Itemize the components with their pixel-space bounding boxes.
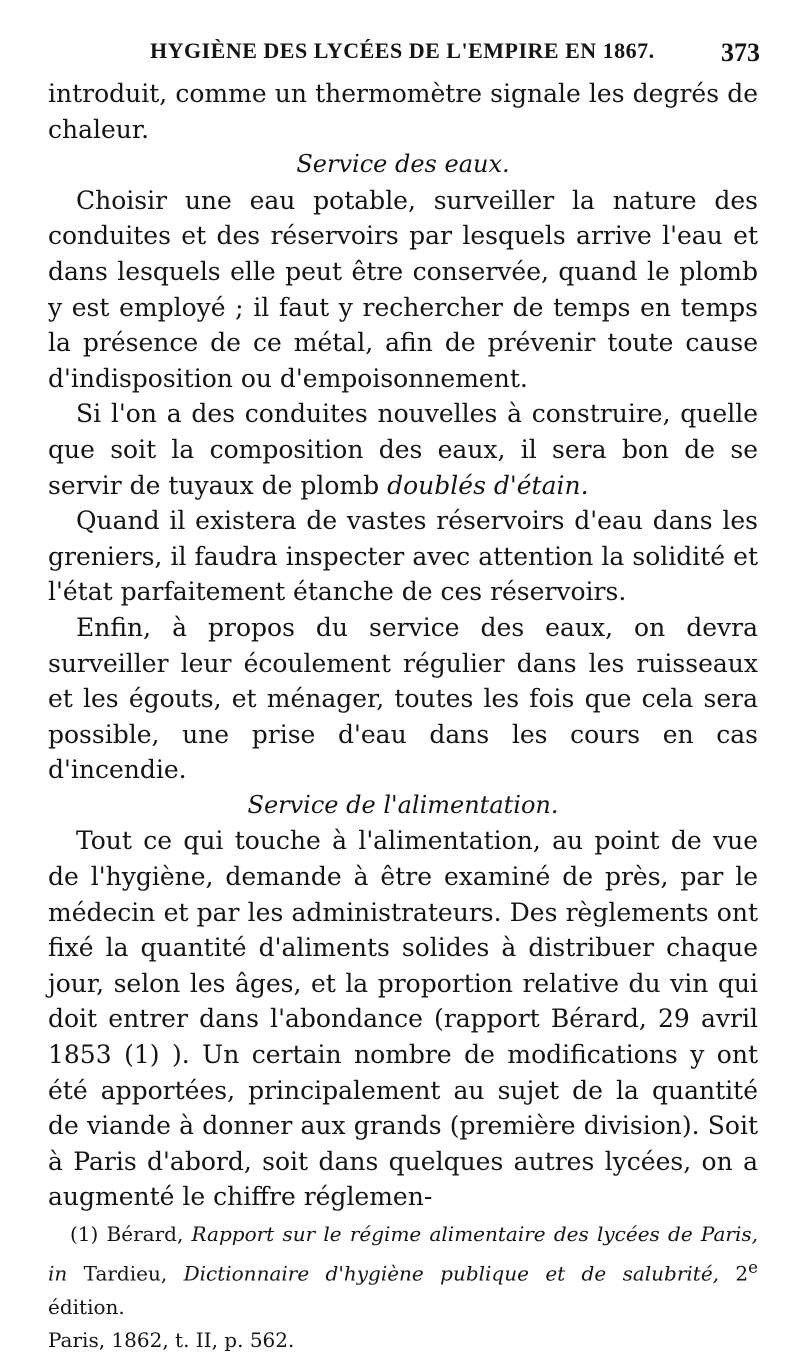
paragraph-water-3: Quand il existera de vastes réservoirs d'eau dans les greniers, il faudra inspecter avec attention la solidité et l'état parfaitement étanche de ces réservoirs.: [48, 506, 758, 607]
footnote-marker: (1) Bérard,: [70, 1222, 192, 1246]
footnote: [48, 1218, 758, 1357]
running-head: [150, 38, 760, 72]
footnote-title2: Dictionnaire d'hygiène publique et de salubrité,: [183, 1261, 720, 1286]
section-heading-water: Service des eaux.: [296, 150, 510, 179]
footnote-text: [48, 1218, 758, 1324]
body-text: [48, 76, 758, 1215]
footnote-edition-sup: e: [748, 1258, 758, 1277]
footnote-line3: Paris, 1862, t. II, p. 562.: [48, 1327, 295, 1352]
footnote-author2: Tardieu,: [67, 1261, 184, 1286]
paragraph-water-4: Enfin, à propos du service des eaux, on devra surveiller leur écoulement régulier dans les ruisseaux et les égouts, et ménager, toutes les fois que cela sera possible, une prise d'eau dans les cours en cas d'incendie.: [48, 612, 758, 785]
footnote-title: Rapport sur le régime alimentaire des lycées de Paris,: [191, 1222, 758, 1246]
page-number: 373: [721, 38, 760, 67]
footnote-edition-num: 2: [719, 1261, 749, 1286]
footnote-edition-rest: édition.: [48, 1294, 125, 1319]
paragraph-food-1: Tout ce qui touche à l'alimentation, au point de vue de l'hygiène, demande à être examiné de près, par le médecin et par les administrateurs. Des règlements ont fixé la quantité d'aliments solides à distribuer chaque jour, selon les âges, et la proportion relative du vin qui doit entrer dans l'abondance (rapport Bérard, 29 avril 1853 (1) ). Un certain nombre de modifications y ont été apportées, principalement au sujet de la quantité de viande à donner aux grands (première division). Soit à Paris d'abord, soit dans quelques autres lycées, on a augmenté le chiffre réglemen-: [48, 826, 758, 1212]
footnote-in: in: [48, 1261, 68, 1286]
paragraph-water-2-italic: doublés d'étain.: [387, 470, 589, 500]
section-heading-food: Service de l'alimentation.: [247, 790, 559, 819]
paragraph-continuation: introduit, comme un thermomètre signale les degrés de chaleur.: [48, 79, 758, 144]
paragraph-water-2: [48, 396, 758, 503]
paragraph-water-2-text: Si l'on a des conduites nouvelles à construire, quelle que soit la composition des eaux, il sera bon de se servir de tuyaux de plomb: [48, 399, 758, 500]
running-title: HYGIÈNE DES LYCÉES DE L'EMPIRE EN 1867.: [150, 38, 655, 63]
paragraph-water-1: Choisir une eau potable, surveiller la nature des conduites et des réservoirs par lesquels arrive l'eau et dans lesquels elle peut être conservée, quand le plomb y est employé ; il faut y rechercher de temps en temps la présence de ce métal, afin de prévenir toute cause d'indisposition ou d'empoisonnement.: [48, 185, 758, 393]
